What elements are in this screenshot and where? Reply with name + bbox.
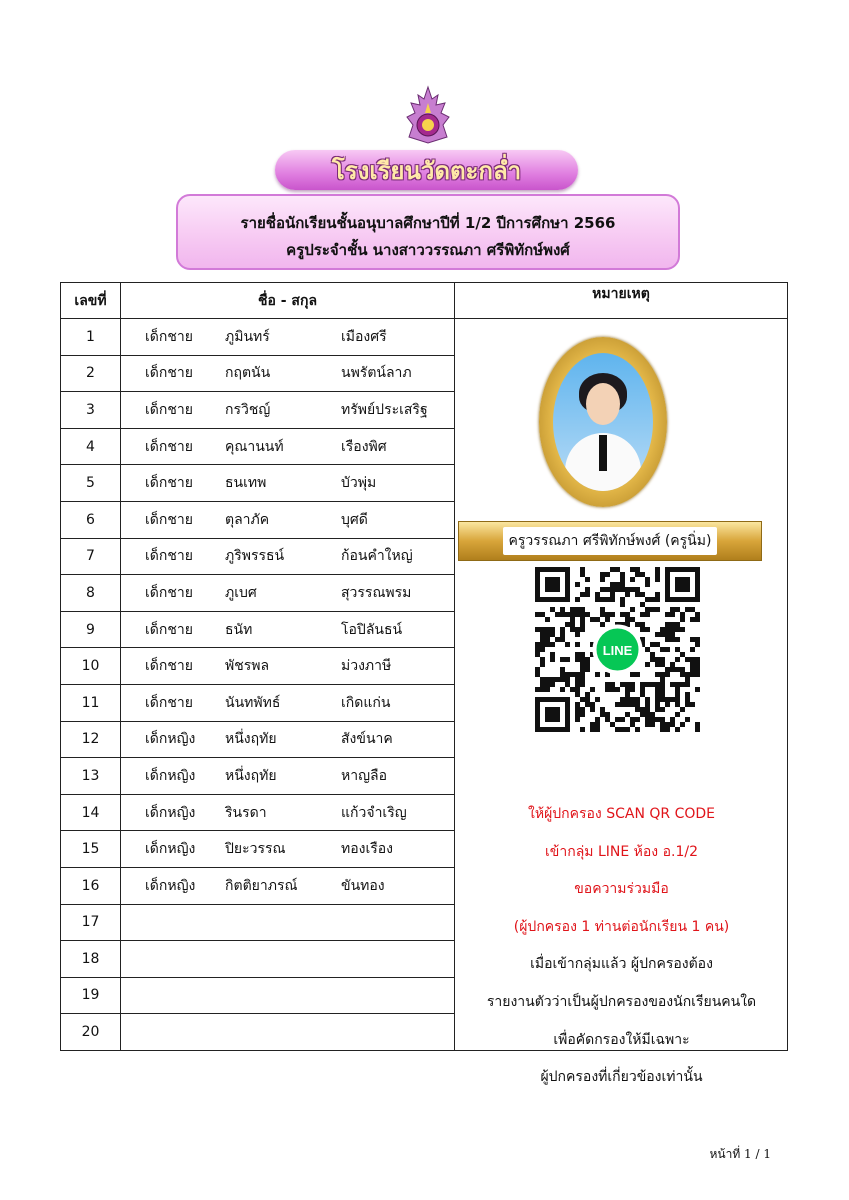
row-number: 8	[61, 575, 121, 612]
last-name: ก้อนคำใหญ่	[341, 548, 413, 565]
row-number: 3	[61, 392, 121, 429]
note-line: เมื่อเข้ากลุ่มแล้ว ผู้ปกครองต้อง	[530, 956, 713, 973]
teacher-photo-frame	[539, 337, 667, 507]
student-name-cell	[121, 648, 455, 685]
student-name-cell	[121, 684, 455, 721]
student-name-cell	[121, 392, 455, 429]
row-number: 10	[61, 648, 121, 685]
name-prefix: เด็กชาย	[145, 475, 193, 492]
name-prefix: เด็กชาย	[145, 621, 193, 638]
student-name-cell	[121, 867, 455, 904]
name-prefix: เด็กชาย	[145, 365, 193, 382]
document-title-box	[176, 194, 680, 270]
name-prefix: เด็กหญิง	[145, 877, 196, 894]
first-name: หนึ่งฤทัย	[225, 767, 277, 784]
last-name: บัวพุ่ม	[341, 475, 377, 492]
row-number: 5	[61, 465, 121, 502]
first-name: พัชรพล	[225, 658, 270, 675]
row-number: 9	[61, 611, 121, 648]
note-line-red: ขอความร่วมมือ	[574, 881, 669, 898]
row-number: 6	[61, 501, 121, 538]
row-number: 4	[61, 428, 121, 465]
student-name-cell	[121, 538, 455, 575]
first-name: ภูเบศ	[225, 584, 257, 601]
student-name-cell	[121, 355, 455, 392]
student-name-cell	[121, 465, 455, 502]
name-prefix: เด็กหญิง	[145, 767, 196, 784]
student-roster-table	[60, 282, 788, 1086]
name-prefix: เด็กชาย	[145, 548, 193, 565]
first-name: ธนเทพ	[225, 475, 267, 492]
first-name: กรวิชญ์	[225, 401, 271, 418]
name-prefix: เด็กหญิง	[145, 841, 196, 858]
school-name-banner: โรงเรียนวัดตะกล่ำ	[275, 150, 578, 190]
school-emblem-logo	[405, 85, 451, 145]
student-name-cell	[121, 794, 455, 831]
table-header-row	[61, 283, 788, 319]
name-prefix: เด็กหญิง	[145, 731, 196, 748]
row-number: 13	[61, 758, 121, 795]
student-name-cell	[121, 319, 455, 356]
student-name-cell	[121, 575, 455, 612]
last-name: หาญลือ	[341, 767, 388, 784]
name-prefix: เด็กชาย	[145, 328, 193, 345]
note-line-red: ให้ผู้ปกครอง SCAN QR CODE	[528, 806, 715, 822]
last-name: สังข์นาค	[341, 731, 393, 748]
first-name: รินรดา	[225, 804, 267, 821]
last-name: โอปิลันธน์	[341, 621, 403, 638]
line-badge-text: LINE	[602, 643, 633, 658]
row-number: 12	[61, 721, 121, 758]
row-number: 15	[61, 831, 121, 868]
first-name: ธนัท	[225, 621, 253, 638]
first-name: กิตติยาภรณ์	[225, 877, 298, 894]
row-number: 11	[61, 684, 121, 721]
first-name: ปิยะวรรณ	[225, 841, 286, 858]
last-name: นพรัตน์ลาภ	[341, 365, 412, 382]
row-number: 1	[61, 319, 121, 356]
note-line: ผู้ปกครองที่เกี่ยวข้องเท่านั้น	[540, 1069, 703, 1086]
student-name-cell	[121, 1014, 455, 1051]
last-name: ขันทอง	[341, 877, 385, 894]
student-name-cell	[121, 941, 455, 978]
name-prefix: เด็กชาย	[145, 584, 193, 601]
first-name: คุณานนท์	[225, 438, 284, 455]
row-number: 16	[61, 867, 121, 904]
name-prefix: เด็กชาย	[145, 694, 193, 711]
first-name: ภูมินทร์	[225, 328, 270, 345]
note-line: รายงานตัวว่าเป็นผู้ปกครองของนักเรียนคนใด	[486, 994, 757, 1010]
table-row	[61, 319, 788, 356]
first-name: หนึ่งฤทัย	[225, 731, 277, 748]
row-number: 2	[61, 355, 121, 392]
first-name: นันทพัทธ์	[225, 694, 281, 711]
page-number: หน้าที่ 1 / 1	[709, 1147, 771, 1161]
last-name: ทองเรือง	[341, 841, 394, 858]
header-number: เลขที่	[61, 283, 121, 319]
student-name-cell	[121, 611, 455, 648]
name-prefix: เด็กชาย	[145, 658, 193, 675]
last-name: ม่วงภาษี	[341, 658, 392, 675]
row-number: 19	[61, 977, 121, 1014]
line-group-qr-code[interactable]	[535, 567, 700, 732]
name-prefix: เด็กชาย	[145, 401, 193, 418]
first-name: ตุลาภัค	[225, 511, 270, 528]
notes-area	[455, 319, 788, 1086]
row-number: 14	[61, 794, 121, 831]
note-line-red: เข้ากลุ่ม LINE ห้อง อ.1/2	[545, 843, 698, 860]
first-name: ภูริพรรธน์	[225, 548, 285, 565]
last-name: สุวรรณพรม	[341, 584, 412, 601]
note-line: เพื่อคัดกรองให้มีเฉพาะ	[553, 1031, 690, 1048]
student-name-cell	[121, 977, 455, 1014]
last-name: เมืองศรี	[341, 328, 387, 345]
student-name-cell	[121, 831, 455, 868]
document-title: รายชื่อนักเรียนชั้นอนุบาลศึกษาปีที่ 1/2 ปีการศึกษา 2566	[240, 214, 616, 232]
last-name: แก้วจำเริญ	[341, 804, 407, 821]
first-name: กฤตนัน	[225, 365, 271, 382]
last-name: เรืองพิศ	[341, 438, 387, 455]
student-name-cell	[121, 428, 455, 465]
teacher-name-ribbon	[458, 521, 762, 561]
header-name: ชื่อ - สกุล	[121, 283, 455, 319]
row-number: 7	[61, 538, 121, 575]
teacher-photo	[553, 353, 653, 491]
name-prefix: เด็กหญิง	[145, 804, 196, 821]
name-prefix: เด็กชาย	[145, 511, 193, 528]
note-line-red: (ผู้ปกครอง 1 ท่านต่อนักเรียน 1 คน)	[513, 918, 730, 935]
header-note: หมายเหตุ	[455, 283, 788, 319]
last-name: เกิดแก่น	[341, 694, 391, 711]
teacher-caption: ครูวรรณภา ศรีพิทักษ์พงศ์ (ครูนิ่ม)	[503, 527, 718, 555]
last-name: บุศดี	[341, 511, 368, 528]
name-prefix: เด็กชาย	[145, 438, 193, 455]
student-name-cell	[121, 721, 455, 758]
student-name-cell	[121, 758, 455, 795]
notes-cell	[455, 319, 788, 1086]
row-number: 20	[61, 1014, 121, 1051]
row-number: 18	[61, 941, 121, 978]
homeroom-teacher-line: ครูประจำชั้น นางสาววรรณภา ศรีพิทักษ์พงศ์	[286, 241, 570, 259]
last-name: ทรัพย์ประเสริฐ	[341, 401, 428, 418]
student-name-cell	[121, 904, 455, 941]
row-number: 17	[61, 904, 121, 941]
student-name-cell	[121, 501, 455, 538]
